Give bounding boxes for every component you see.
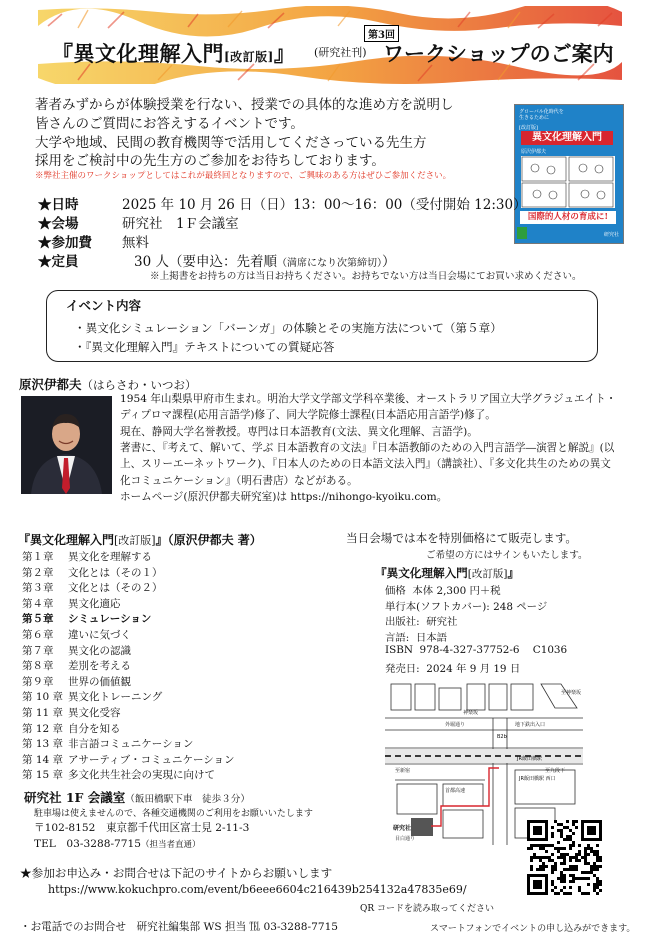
toc-chapter bbox=[22, 736, 193, 751]
svg-text:B2b: B2b bbox=[497, 734, 507, 740]
cover-band: 国際的人材の育成に! bbox=[520, 211, 616, 224]
author-bio-line: 上、スリーエーネットワーク)、『日本人のための日本語文法入門』（講談社）、『多文化共生のための異文 bbox=[120, 458, 611, 470]
intro-note: ※弊社主催のワークショップとしてはこれが最終回となりますので、ご興味のある方はぜひご参加ください。 bbox=[35, 171, 452, 181]
toc-chapter-title: 異文化の認識 bbox=[68, 644, 131, 657]
author-bio-line: ディプロマ課程(応用言語学)修了、同大学院修士課程(日本語応用言語学)修了。 bbox=[120, 409, 496, 421]
svg-text:JR飯田橋駅 西口: JR飯田橋駅 西口 bbox=[519, 776, 556, 782]
svg-text:首都高速: 首都高速 bbox=[445, 788, 466, 794]
venue-name: 研究社 1F 会議室（飯田橋駅下車 徒歩３分） bbox=[24, 790, 250, 805]
toc-chapter-number: 第７章 bbox=[22, 644, 54, 657]
info-key-fee: ★参加費 bbox=[38, 235, 92, 251]
toc-chapter-number: 第８章 bbox=[22, 660, 54, 673]
toc-chapter-title: 異文化トレーニング bbox=[68, 691, 163, 704]
toc-chapter bbox=[22, 658, 131, 673]
title-publisher-note: (研究社刊) bbox=[314, 46, 367, 59]
toc-chapter-number: 第 14 章 bbox=[22, 753, 64, 766]
cover-title: 異文化理解入門 bbox=[521, 131, 613, 145]
info-key-date: ★日時 bbox=[38, 197, 79, 213]
toc-chapter-title: 自分を知る bbox=[68, 722, 121, 735]
cover-green-mark bbox=[517, 227, 527, 239]
toc-chapter-title: 世界の価値観 bbox=[68, 675, 131, 688]
info-value-venue: 研究社 1Ｆ会議室 bbox=[122, 216, 239, 232]
svg-text:目白通り: 目白通り bbox=[395, 836, 416, 842]
toc-chapter bbox=[22, 767, 215, 782]
title-workshop: ワークショップのご案内 bbox=[383, 41, 614, 66]
toc-chapter-number: 第１章 bbox=[22, 551, 54, 563]
svg-text:JR飯田橋駅: JR飯田橋駅 bbox=[517, 756, 542, 762]
book-cover-image bbox=[514, 104, 624, 244]
toc-chapter-number: 第 13 章 bbox=[22, 738, 64, 751]
toc-chapter-title: 異文化適応 bbox=[68, 597, 121, 610]
toc-chapter-title: 異文化受容 bbox=[68, 707, 121, 719]
phone-contact: ・お電話でのお問合せ 研究社編集部 WS 担当 ℡ 03-3288-7715 bbox=[20, 921, 339, 933]
author-bio-line: 1954 年山梨県甲府市生まれ。明治大学文学部文学科卒業後、オーストラリア国立大学グラジュエイト・ bbox=[120, 393, 617, 405]
book-detail-row: ISBN 978-4-327-37752-6 C1036 bbox=[385, 644, 568, 657]
toc-title: 『異文化理解入門[改訂版]』（原沢伊都夫 著） bbox=[18, 533, 262, 547]
cover-illustration bbox=[521, 156, 615, 208]
intro-line: 皆さんのご質問にお答えするイベントです。 bbox=[35, 116, 304, 132]
toc-chapter bbox=[22, 689, 162, 704]
intro-line: 大学や地域、民間の教育機関等で活用してくださっている先生方 bbox=[35, 135, 427, 151]
sign-notice: ご希望の方にはサインもいたします。 bbox=[426, 550, 588, 561]
application-link[interactable]: https://www.kokuchpro.com/event/b6eee6604c216439b254132a47835e69/ bbox=[48, 883, 467, 896]
sale-notice: 当日会場では本を特別価格にて販売します。 bbox=[346, 531, 577, 545]
toc-chapter bbox=[22, 627, 131, 642]
svg-text:至新宿: 至新宿 bbox=[395, 768, 411, 774]
toc-chapter-number: 第 15 章 bbox=[22, 769, 64, 782]
cover-series: グローバル化時代を 生きるために bbox=[519, 109, 564, 121]
author-name: 原沢伊都夫（はらさわ・いつお） bbox=[19, 377, 197, 392]
application-lead: ★参加お申込み・お問合せは下記のサイトからお願いします bbox=[20, 866, 333, 880]
toc-chapter bbox=[22, 611, 151, 626]
toc-chapter-title: シミュレーション bbox=[68, 613, 152, 626]
toc-chapter-title: 多文化共生社会の実現に向けて bbox=[68, 769, 215, 782]
toc-chapter-title: 非言語コミュニケーション bbox=[68, 738, 194, 751]
toc-chapter bbox=[22, 705, 121, 720]
book-detail-row: 発売日: 2024 年 9 月 19 日 bbox=[385, 663, 521, 675]
info-value-date: 2025 年 10 月 26 日（日）13：00～16：00（受付開始 12:30） bbox=[122, 197, 527, 213]
title-book: 『異文化理解入門[改訂版]』 bbox=[52, 41, 296, 66]
qr-note: QR コードを読み取ってください bbox=[360, 904, 495, 914]
toc-chapter bbox=[22, 580, 163, 595]
intro-line: 著者みずからが体験授業を行ない、授業での具体的な進め方を説明し bbox=[35, 97, 454, 113]
toc-chapter-number: 第５章 bbox=[22, 613, 54, 626]
book-detail-row: 価格 本体 2,300 円＋税 bbox=[385, 585, 501, 597]
toc-chapter bbox=[22, 721, 121, 736]
venue-access: （飯田橋駅下車 徒歩３分） bbox=[125, 794, 250, 805]
toc-chapter-title: アサーティブ・コミュニケーション bbox=[68, 753, 235, 766]
info-note: ※上掲書をお持ちの方は当日お持ちください。お持ちでない方は当日会場にてお買い求めください。 bbox=[150, 271, 582, 282]
cover-author: 原沢伊都夫 bbox=[521, 149, 547, 155]
toc-chapter-title: 文化とは（その２） bbox=[68, 582, 163, 595]
cover-edition: [改訂版] bbox=[519, 125, 538, 131]
toc-chapter-title: 違いに気づく bbox=[68, 629, 131, 641]
title-revised: [改訂版] bbox=[224, 50, 274, 64]
info-key-capacity: ★定員 bbox=[38, 254, 79, 270]
parking-note: 駐車場は使えませんので、各種交通機関のご利用をお願いいたします bbox=[34, 809, 313, 819]
author-bio-line: ホームページ(原沢伊都夫研究室)は https://nihongo-kyoiku.com。 bbox=[120, 491, 448, 503]
toc-chapter-number: 第 11 章 bbox=[22, 707, 64, 719]
qr-code[interactable] bbox=[527, 820, 602, 895]
toc-chapter-number: 第 12 章 bbox=[22, 722, 64, 735]
toc-chapter-title: 文化とは（その１） bbox=[68, 566, 163, 579]
toc-chapter bbox=[22, 549, 152, 564]
svg-text:地下鉄出入口: 地下鉄出入口 bbox=[515, 722, 546, 728]
svg-text:至九段下: 至九段下 bbox=[545, 768, 566, 774]
author-bio-line: 著書に、『考えて、解いて、学ぶ 日本語教育の文法』『日本語教師のための入門言語学―演習と解説』(以 bbox=[120, 442, 615, 454]
toc-chapter bbox=[22, 752, 235, 767]
toc-chapter-number: 第 10 章 bbox=[22, 691, 64, 704]
venue-address: 〒102-8152 東京都千代田区富士見 2-11-3 bbox=[34, 822, 250, 834]
round-badge: 第3回 bbox=[364, 25, 399, 42]
svg-text:外堀通り: 外堀通り bbox=[445, 722, 466, 728]
toc-chapter-number: 第６章 bbox=[22, 629, 54, 641]
toc-chapter bbox=[22, 674, 131, 689]
svg-text:研究社: 研究社 bbox=[393, 825, 412, 832]
venue-tel: TEL 03-3288-7715（担当者直通） bbox=[34, 838, 201, 850]
intro-line: 採用をご検討中の先生方のご参加をお待ちしております。 bbox=[35, 153, 385, 169]
info-value-capacity: 30 人（要申込：先着順（満席になり次第締切）） bbox=[134, 254, 396, 270]
event-contents-heading: イベント内容 bbox=[66, 298, 142, 313]
cover-publisher: 研究社 bbox=[603, 232, 619, 238]
book-detail-row: 言語: 日本語 bbox=[385, 631, 448, 644]
event-contents-item: ・異文化シミュレーション「バーンガ」の体験とその実施方法について（第５章） bbox=[74, 321, 502, 335]
info-value-fee: 無料 bbox=[122, 235, 149, 251]
author-photo bbox=[21, 396, 112, 494]
book-detail-row: 出版社: 研究社 bbox=[385, 616, 458, 629]
toc-chapter bbox=[22, 565, 163, 580]
toc-chapter-number: 第９章 bbox=[22, 675, 54, 688]
toc-chapter-number: 第２章 bbox=[22, 566, 54, 579]
info-key-venue: ★会場 bbox=[38, 216, 79, 232]
toc-chapter bbox=[22, 596, 121, 611]
smartphone-note: スマートフォンでイベントの申し込みができます。 bbox=[430, 924, 636, 934]
author-bio-line: 現在、静岡大学名誉教授。専門は日本語教育(文法、異文化理解、言語学)。 bbox=[120, 426, 478, 438]
toc-chapter-number: 第３章 bbox=[22, 582, 54, 595]
author-bio-line: 化コミュニケーション』（明石書店）などがある。 bbox=[120, 475, 358, 487]
toc-chapter-title: 差別を考える bbox=[68, 660, 131, 673]
map-label: 神楽坂 bbox=[463, 710, 479, 716]
toc-chapter-title: 異文化を理解する bbox=[68, 551, 152, 563]
book-detail-row: 単行本(ソフトカバー): 248 ページ bbox=[385, 600, 548, 613]
svg-text:至神楽坂: 至神楽坂 bbox=[561, 690, 582, 696]
event-contents-item: ・『異文化理解入門』テキストについての質疑応答 bbox=[74, 340, 335, 354]
toc-chapter-number: 第４章 bbox=[22, 597, 54, 610]
toc-chapter bbox=[22, 643, 131, 658]
author-reading: （はらさわ・いつお） bbox=[81, 378, 197, 392]
book-details-title: 『異文化理解入門[改訂版]』 bbox=[375, 566, 520, 580]
